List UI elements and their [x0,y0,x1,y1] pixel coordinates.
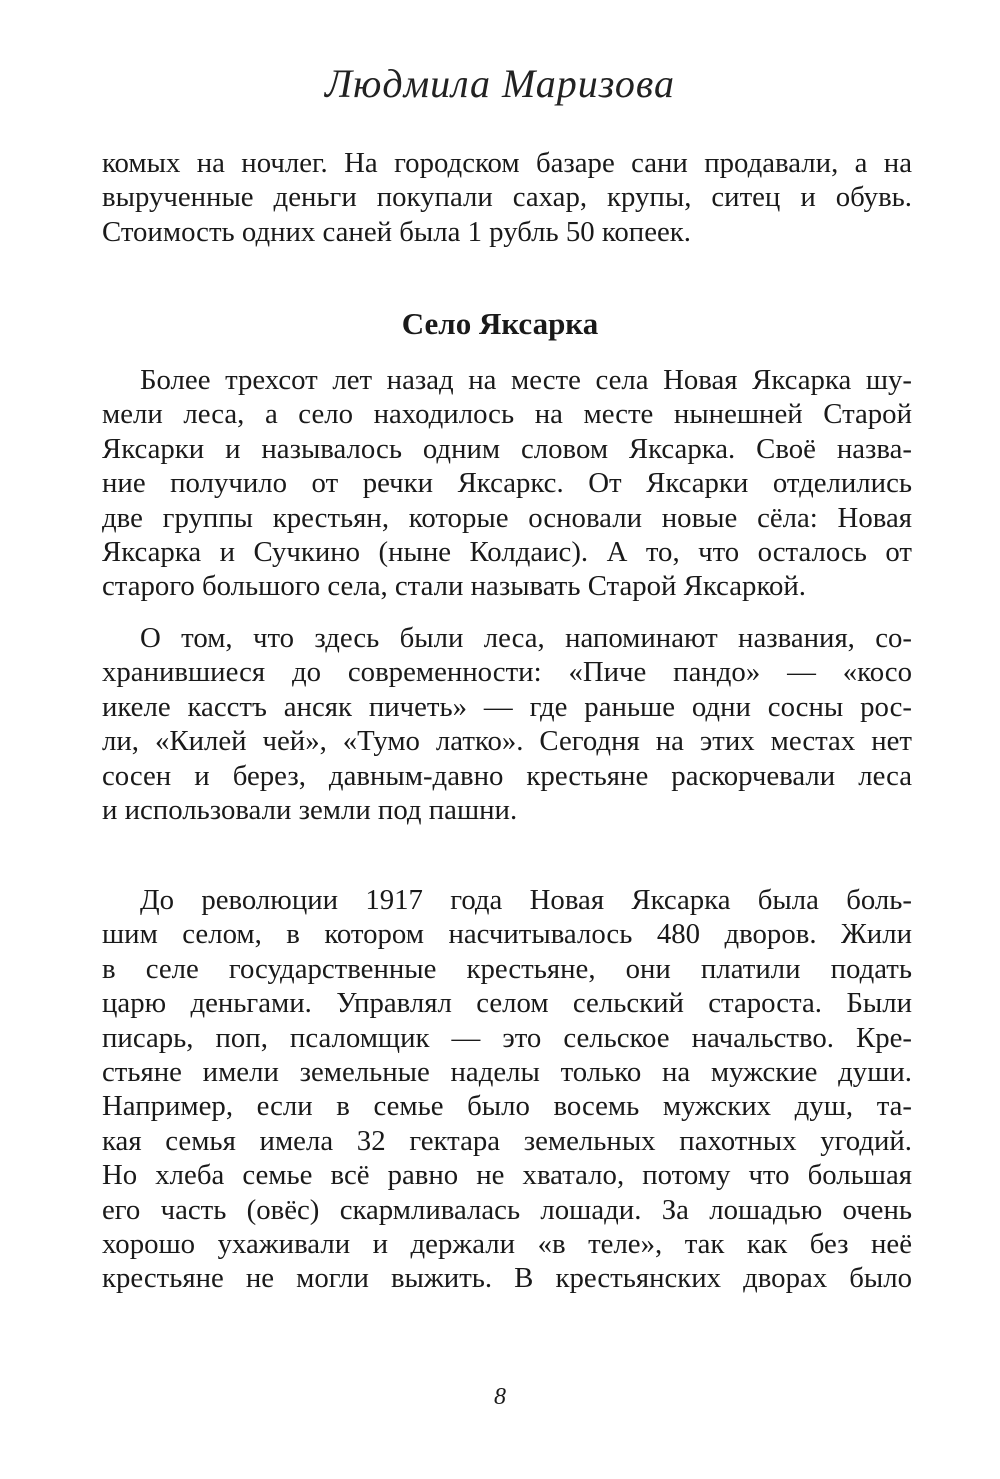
text-line: До революции 1917 года Новая Яксарка была боль- [140,884,912,916]
text-line: Яксарка и Сучкино (ныне Колдаис). А то, что осталось от [102,535,912,568]
text-line: и использовали земли под пашни. [102,793,518,826]
text-line: Например, если в семье было восемь мужских душ, та- [102,1090,912,1123]
text-line: Но хлеба семье всё равно не хватало, потому что большая [102,1159,912,1192]
text-line: икеле касстъ ансяк пичеть» — где раньше одни сосны рос- [102,690,912,723]
paragraph-2 [102,621,912,827]
paragraph-3 [102,883,912,1296]
text-line: царю деньгами. Управлял селом сельский староста. Были [102,987,912,1020]
intro-paragraph [102,146,912,249]
text-line: вырученные деньги покупали сахар, крупы, ситец и обувь. [102,181,912,214]
text-line: стьяне имели земельные наделы только на мужские души. [102,1055,912,1088]
text-line: в селе государственные крестьяне, они платили подать [102,952,912,985]
page-number: 8 [494,1384,506,1410]
paragraph-1 [102,363,912,604]
text-line: две группы крестьян, которые основали новые сёла: Новая [102,501,912,534]
text-line: Стоимость одних саней была 1 рубль 50 копеек. [102,215,691,248]
text-line: мели леса, а село находилось на месте нынешней Старой [102,398,912,431]
text-line: О том, что здесь были леса, напоминают названия, со- [140,622,912,654]
running-header-author: Людмила Маризова [325,61,675,106]
text-line: хорошо ухаживали и держали «в теле», так как без неё [102,1227,912,1260]
text-line: кая семья имела 32 гектара земельных пахотных угодий. [102,1124,912,1157]
text-line: ние получило от речки Яксаркс. От Яксарки отделились [102,467,912,500]
text-line: сосен и берез, давным-давно крестьяне раскорчевали леса [102,759,912,792]
text-line: старого большого села, стали называть Старой Яксаркой. [102,570,806,603]
text-line: шим селом, в котором насчитывалось 480 дворов. Жили [102,918,912,951]
text-line: крестьяне не могли выжить. В крестьянских дворах было [102,1262,912,1295]
text-line: Яксарки и называлось одним словом Яксарка. Своё назва- [102,432,912,465]
text-line: хранившиеся до современности: «Пиче пандо» — «косо [102,656,912,689]
text-line: писарь, поп, псаломщик — это сельское начальство. Кре- [102,1021,912,1054]
text-line: его часть (овёс) скармливалась лошади. За лошадью очень [102,1193,912,1226]
text-line: Более трехсот лет назад на месте села Новая Яксарка шу- [140,364,912,396]
text-line: ли, «Килей чей», «Тумо латко». Сегодня на этих местах нет [102,725,912,758]
text-line: комых на ночлег. На городском базаре сани продавали, а на [102,147,912,179]
section-heading: Село Яксарка [401,306,599,341]
